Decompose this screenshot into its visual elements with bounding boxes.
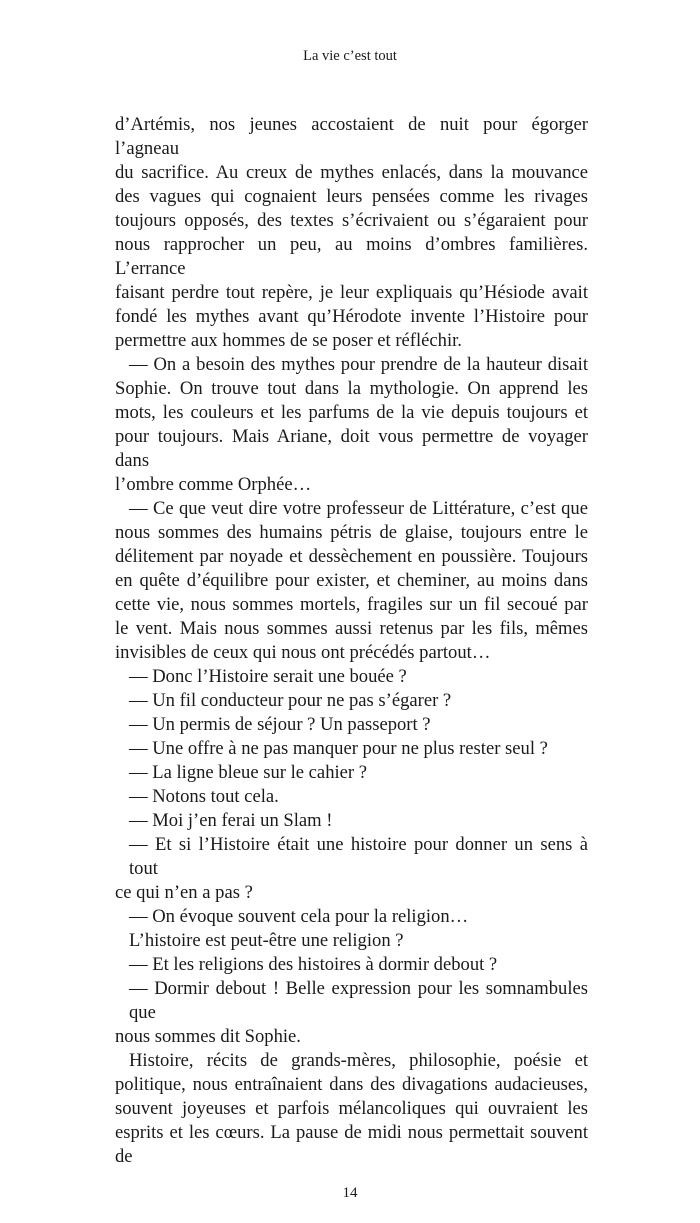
- paragraph: [115, 905, 588, 929]
- paragraph: [115, 977, 588, 1049]
- text-line: souvent joyeuses et parfois mélancoliques qui ouvraient les: [115, 1098, 588, 1119]
- text-line: — Moi j’en ferai un Slam !: [129, 810, 333, 831]
- paragraph: [115, 809, 588, 833]
- text-line: le vent. Mais nous sommes aussi retenus par les fils, mêmes: [115, 618, 588, 639]
- body-text: [115, 113, 588, 1169]
- text-line: ce qui n’en a pas ?: [115, 882, 253, 903]
- paragraph: [115, 113, 588, 353]
- paragraph: [115, 665, 588, 689]
- text-line: des vagues qui cognaient leurs pensées comme les rivages: [115, 186, 588, 207]
- paragraph: [115, 497, 588, 665]
- paragraph: [115, 353, 588, 497]
- text-line: pour toujours. Mais Ariane, doit vous permettre de voyager dans: [115, 426, 588, 471]
- text-line: mots, les couleurs et les parfums de la vie depuis toujours et: [115, 402, 588, 423]
- text-line: — Dormir debout ! Belle expression pour les somnambules que: [129, 978, 588, 1023]
- running-head: La vie c’est tout: [303, 48, 397, 64]
- paragraph: [115, 689, 588, 713]
- page-number: 14: [342, 1185, 358, 1201]
- text-line: — Ce que veut dire votre professeur de Littérature, c’est que: [129, 498, 588, 519]
- text-line: d’Artémis, nos jeunes accostaient de nuit pour égorger l’agneau: [115, 114, 588, 159]
- text-line: en quête d’équilibre pour exister, et cheminer, au moins dans: [115, 570, 588, 591]
- text-line: — La ligne bleue sur le cahier ?: [129, 762, 367, 783]
- text-line: — Un permis de séjour ? Un passeport ?: [129, 714, 431, 735]
- paragraph: [115, 1049, 588, 1169]
- text-line: toujours opposés, des textes s’écrivaient ou s’égaraient pour: [115, 210, 588, 231]
- text-line: nous rapprocher un peu, au moins d’ombres familières. L’errance: [115, 234, 588, 279]
- paragraph: [115, 953, 588, 977]
- text-line: — Notons tout cela.: [129, 786, 279, 807]
- text-line: L’histoire est peut-être une religion ?: [129, 930, 404, 951]
- text-line: politique, nous entraînaient dans des divagations audacieuses,: [115, 1074, 588, 1095]
- text-line: cette vie, nous sommes mortels, fragiles sur un fil secoué par: [115, 594, 588, 615]
- text-line: nous sommes des humains pétris de glaise, toujours entre le: [115, 522, 588, 543]
- paragraph: [115, 761, 588, 785]
- paragraph: [115, 833, 588, 905]
- text-line: du sacrifice. Au creux de mythes enlacés, dans la mouvance: [115, 162, 588, 183]
- text-line: nous sommes dit Sophie.: [115, 1026, 301, 1047]
- text-line: — On a besoin des mythes pour prendre de la hauteur disait: [129, 354, 588, 375]
- text-line: — Et les religions des histoires à dormir debout ?: [129, 954, 498, 975]
- paragraph: [115, 713, 588, 737]
- text-line: l’ombre comme Orphée…: [115, 474, 312, 495]
- paragraph: [115, 737, 588, 761]
- text-line: permettre aux hommes de se poser et réfléchir.: [115, 330, 462, 351]
- text-line: invisibles de ceux qui nous ont précédés partout…: [115, 642, 491, 663]
- text-line: — Une offre à ne pas manquer pour ne plus rester seul ?: [129, 738, 548, 759]
- text-line: Sophie. On trouve tout dans la mythologie. On apprend les: [115, 378, 588, 399]
- text-line: — Donc l’Histoire serait une bouée ?: [129, 666, 407, 687]
- text-line: délitement par noyade et dessèchement en poussière. Toujours: [115, 546, 588, 567]
- text-line: — On évoque souvent cela pour la religion…: [129, 906, 469, 927]
- text-line: — Un fil conducteur pour ne pas s’égarer ?: [129, 690, 452, 711]
- paragraph: [115, 785, 588, 809]
- text-line: Histoire, récits de grands-mères, philosophie, poésie et: [129, 1050, 588, 1071]
- text-line: — Et si l’Histoire était une histoire pour donner un sens à tout: [129, 834, 588, 879]
- text-line: fondé les mythes avant qu’Hérodote invente l’Histoire pour: [115, 306, 588, 327]
- paragraph: [115, 929, 588, 953]
- text-line: faisant perdre tout repère, je leur expliquais qu’Hésiode avait: [115, 282, 588, 303]
- text-line: esprits et les cœurs. La pause de midi nous permettait souvent de: [115, 1122, 588, 1167]
